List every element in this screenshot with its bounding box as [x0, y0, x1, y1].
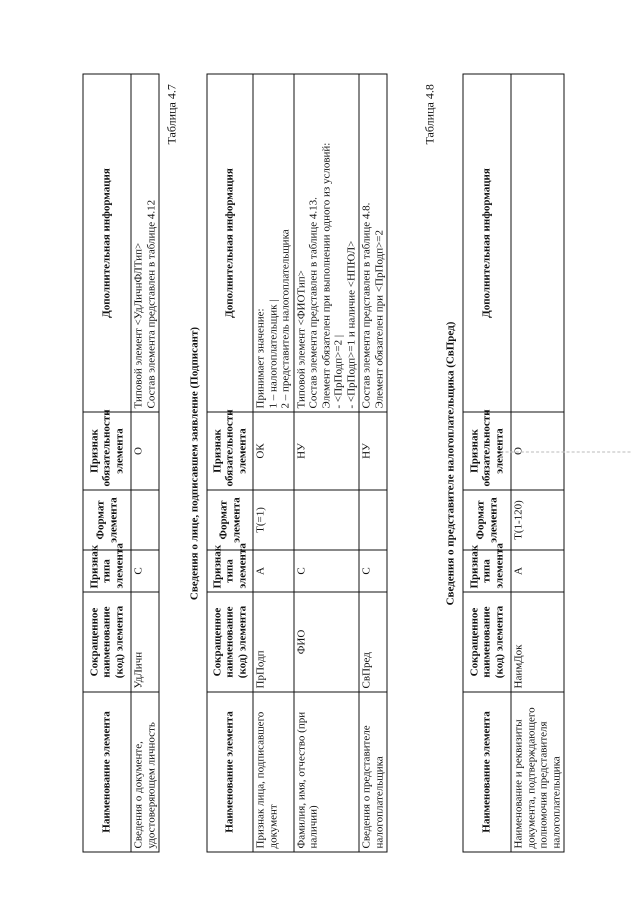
info-line: Элемент обязателен при <ПрПодп>=2 [373, 230, 385, 409]
info-line: Элемент обязателен при выполнении одного из условий: [320, 142, 332, 409]
cell-type: С [294, 550, 360, 592]
cell-name: Сведения о документе, удостоверяющем личность [131, 692, 159, 852]
cell-format [294, 490, 360, 550]
info-line: Состав элемента представлен в таблице 4.12 [145, 199, 157, 409]
cell-info [294, 74, 360, 412]
header-type: Признак типа элемента [207, 550, 253, 592]
cell-format [359, 490, 387, 550]
table-4-8-block [463, 74, 565, 853]
cell-type: А [253, 550, 294, 592]
table-row [253, 74, 294, 852]
cell-info [359, 74, 387, 412]
cell-info [511, 74, 564, 412]
info-line: Типовой элемент <ФИОТип> [295, 270, 307, 409]
table-4-8-caption: Сведения о представителе налогоплательщика (СвПред) [444, 321, 457, 606]
cell-name: Фамилия, имя, отчество (при наличии) [294, 692, 360, 852]
table-top [83, 74, 160, 853]
document-page [1, 0, 640, 905]
info-line: Состав элемента представлен в таблице 4.13. [307, 197, 320, 409]
header-name: Наименование элемента [463, 692, 511, 852]
header-type: Признак типа элемента [83, 550, 131, 592]
header-info: Дополнительная информация [207, 74, 253, 412]
cell-format [131, 490, 159, 550]
cell-required: О [511, 412, 564, 490]
cell-name: Сведения о представителе налогоплательщика [359, 692, 387, 852]
table-top-header-row [83, 74, 131, 852]
info-line: - <ПрПодп>=2 | [332, 334, 345, 409]
cell-name: Наименование и реквизиты документа, подтверждающего полномочия представителя налогоплательщика [511, 692, 564, 852]
table-row [131, 74, 159, 852]
cell-required: НУ [359, 412, 387, 490]
table-4-8-label: Таблица 4.8 [422, 84, 437, 145]
table-4-7 [207, 74, 388, 853]
cell-code: СвПред [359, 592, 387, 692]
header-type: Признак типа элемента [463, 550, 511, 592]
table-4-8 [463, 74, 565, 853]
info-line: Типовой элемент <УдЛичнФЛТип> [132, 242, 145, 409]
table-4-7-label: Таблица 4.7 [164, 84, 179, 145]
header-required: Признак обязательности элемента [207, 412, 253, 490]
cell-type: С [359, 550, 387, 592]
header-required: Признак обязательности элемента [83, 412, 131, 490]
info-line: Принимает значение: [254, 308, 267, 409]
header-format: Формат элемента [463, 490, 511, 550]
header-code: Сокращенное наименование (код) элемента [83, 592, 131, 692]
info-line: 1 – налогоплательщик | [267, 299, 279, 409]
scan-fold-line [501, 452, 631, 453]
info-line: 2 – представитель налогоплательщика [279, 229, 292, 409]
table-row [359, 74, 387, 852]
cell-format: T(=1) [253, 490, 294, 550]
cell-required: ОК [253, 412, 294, 490]
cell-type: А [511, 550, 564, 592]
table-top-block [83, 74, 160, 853]
table-row [511, 74, 564, 852]
cell-name: Признак лица, подписавшего документ [253, 692, 294, 852]
cell-info [131, 74, 159, 412]
table-4-8-header-row [463, 74, 511, 852]
header-format: Формат элемента [207, 490, 253, 550]
header-info: Дополнительная информация [463, 74, 511, 412]
table-row [294, 74, 360, 852]
table-4-7-header-row [207, 74, 253, 852]
header-name: Наименование элемента [83, 692, 131, 852]
cell-type: С [131, 550, 159, 592]
cell-code: ФИО [294, 592, 360, 692]
cell-info [253, 74, 294, 412]
cell-required: О [131, 412, 159, 490]
table-4-7-caption: Сведения о лице, подписавшем заявление (Подписант) [188, 326, 201, 601]
cell-code: НаимДок [511, 592, 564, 692]
info-line: Состав элемента представлен в таблице 4.8. [360, 202, 373, 409]
cell-code: УдЛичн [131, 592, 159, 692]
table-4-7-block [207, 74, 388, 853]
cell-format: T(1-120) [511, 490, 564, 550]
cell-code: ПрПодп [253, 592, 294, 692]
cell-required: НУ [294, 412, 360, 490]
header-name: Наименование элемента [207, 692, 253, 852]
header-format: Формат элемента [83, 490, 131, 550]
header-info: Дополнительная информация [83, 74, 131, 412]
info-line: - <ПрПодп>=1 и наличие <НПЮЛ> [345, 240, 357, 409]
header-code: Сокращенное наименование (код) элемента [463, 592, 511, 692]
header-code: Сокращенное наименование (код) элемента [207, 592, 253, 692]
header-required: Признак обязательности элемента [463, 412, 511, 490]
